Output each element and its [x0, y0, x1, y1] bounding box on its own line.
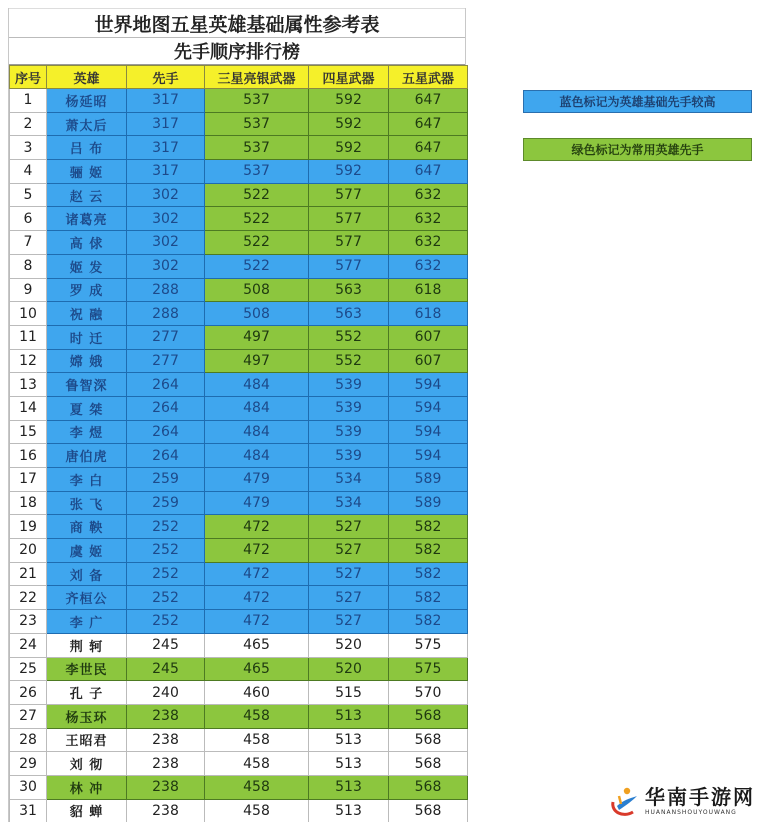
- weapon-5star-value: 618: [389, 302, 468, 326]
- weapon-4star-value: 539: [309, 420, 389, 444]
- weapon-5star-value: 632: [389, 231, 468, 255]
- weapon-3star-value: 458: [205, 704, 309, 728]
- weapon-3star-value: 472: [205, 610, 309, 634]
- hero-table: [9, 65, 468, 822]
- weapon-3star-value: 484: [205, 396, 309, 420]
- weapon-4star-value: 520: [309, 633, 389, 657]
- hero-name: 李世民: [47, 657, 127, 681]
- sheet-title: 世界地图五星英雄基础属性参考表: [9, 8, 465, 38]
- weapon-4star-value: 534: [309, 491, 389, 515]
- table-row: [10, 183, 468, 207]
- hero-name: 李 广: [47, 610, 127, 634]
- weapon-5star-value: 647: [389, 112, 468, 136]
- weapon-4star-value: 577: [309, 254, 389, 278]
- weapon-4star-value: 539: [309, 396, 389, 420]
- row-index: 7: [10, 231, 47, 255]
- table-row: [10, 254, 468, 278]
- row-index: 20: [10, 539, 47, 563]
- row-index: 16: [10, 444, 47, 468]
- weapon-3star-value: 458: [205, 728, 309, 752]
- weapon-4star-value: 577: [309, 207, 389, 231]
- weapon-5star-value: 575: [389, 657, 468, 681]
- weapon-3star-value: 537: [205, 136, 309, 160]
- weapon-3star-value: 522: [205, 183, 309, 207]
- hero-name: 萧太后: [47, 112, 127, 136]
- weapon-4star-value: 515: [309, 681, 389, 705]
- row-index: 27: [10, 704, 47, 728]
- sheet-subtitle: 先手顺序排行榜: [9, 38, 465, 65]
- row-index: 17: [10, 468, 47, 492]
- initiative-value: 259: [127, 491, 205, 515]
- weapon-3star-value: 484: [205, 373, 309, 397]
- table-row: [10, 752, 468, 776]
- initiative-value: 245: [127, 657, 205, 681]
- row-index: 6: [10, 207, 47, 231]
- hero-name: 李 白: [47, 468, 127, 492]
- hero-name: 张 飞: [47, 491, 127, 515]
- table-row: [10, 775, 468, 799]
- weapon-5star-value: 618: [389, 278, 468, 302]
- weapon-4star-value: 577: [309, 183, 389, 207]
- table-body: [10, 89, 468, 822]
- row-index: 4: [10, 160, 47, 184]
- row-index: 26: [10, 681, 47, 705]
- watermark: [607, 782, 757, 820]
- hero-name: 李 煜: [47, 420, 127, 444]
- weapon-5star-value: 582: [389, 586, 468, 610]
- weapon-3star-value: 497: [205, 325, 309, 349]
- weapon-3star-value: 522: [205, 231, 309, 255]
- table-row: [10, 207, 468, 231]
- hero-name: 杨延昭: [47, 89, 127, 113]
- legend-green: 绿色标记为常用英雄先手: [523, 138, 752, 161]
- table-row: [10, 468, 468, 492]
- initiative-value: 288: [127, 302, 205, 326]
- weapon-3star-value: 522: [205, 254, 309, 278]
- weapon-5star-value: 582: [389, 515, 468, 539]
- hero-name: 嫦 娥: [47, 349, 127, 373]
- weapon-4star-value: 592: [309, 89, 389, 113]
- weapon-4star-value: 513: [309, 752, 389, 776]
- row-index: 23: [10, 610, 47, 634]
- table-row: [10, 681, 468, 705]
- table-row: [10, 444, 468, 468]
- weapon-5star-value: 594: [389, 420, 468, 444]
- row-index: 24: [10, 633, 47, 657]
- hero-name: 貂 蝉: [47, 799, 127, 822]
- row-index: 13: [10, 373, 47, 397]
- hero-name: 高 俅: [47, 231, 127, 255]
- hero-name: 王昭君: [47, 728, 127, 752]
- initiative-value: 302: [127, 207, 205, 231]
- weapon-4star-value: 513: [309, 775, 389, 799]
- weapon-3star-value: 508: [205, 278, 309, 302]
- watermark-pinyin: HUANANSHOUYOUWANG: [645, 808, 737, 816]
- weapon-3star-value: 472: [205, 562, 309, 586]
- weapon-4star-value: 513: [309, 728, 389, 752]
- reference-sheet: [8, 8, 466, 822]
- table-row: [10, 302, 468, 326]
- table-row: [10, 657, 468, 681]
- runner-logo-icon: [607, 784, 641, 818]
- initiative-value: 238: [127, 775, 205, 799]
- weapon-3star-value: 479: [205, 491, 309, 515]
- weapon-5star-value: 582: [389, 539, 468, 563]
- initiative-value: 240: [127, 681, 205, 705]
- weapon-4star-value: 577: [309, 231, 389, 255]
- row-index: 21: [10, 562, 47, 586]
- weapon-4star-value: 527: [309, 539, 389, 563]
- weapon-5star-value: 589: [389, 468, 468, 492]
- initiative-value: 259: [127, 468, 205, 492]
- weapon-5star-value: 589: [389, 491, 468, 515]
- hero-name: 时 迁: [47, 325, 127, 349]
- table-row: [10, 539, 468, 563]
- initiative-value: 288: [127, 278, 205, 302]
- weapon-5star-value: 632: [389, 207, 468, 231]
- row-index: 3: [10, 136, 47, 160]
- table-row: [10, 231, 468, 255]
- weapon-4star-value: 539: [309, 373, 389, 397]
- table-row: [10, 325, 468, 349]
- row-index: 14: [10, 396, 47, 420]
- row-index: 30: [10, 775, 47, 799]
- weapon-5star-value: 568: [389, 752, 468, 776]
- weapon-5star-value: 568: [389, 775, 468, 799]
- initiative-value: 252: [127, 586, 205, 610]
- row-index: 25: [10, 657, 47, 681]
- weapon-4star-value: 527: [309, 610, 389, 634]
- initiative-value: 252: [127, 562, 205, 586]
- row-index: 12: [10, 349, 47, 373]
- weapon-5star-value: 594: [389, 444, 468, 468]
- weapon-5star-value: 647: [389, 160, 468, 184]
- hero-name: 刘 备: [47, 562, 127, 586]
- table-row: [10, 89, 468, 113]
- weapon-3star-value: 458: [205, 799, 309, 822]
- weapon-5star-value: 594: [389, 373, 468, 397]
- table-row: [10, 396, 468, 420]
- weapon-5star-value: 568: [389, 728, 468, 752]
- initiative-value: 277: [127, 325, 205, 349]
- initiative-value: 264: [127, 396, 205, 420]
- initiative-value: 252: [127, 610, 205, 634]
- hero-name: 诸葛亮: [47, 207, 127, 231]
- initiative-value: 317: [127, 112, 205, 136]
- column-header-5star-weapon: 五星武器: [389, 66, 468, 89]
- row-index: 29: [10, 752, 47, 776]
- row-index: 22: [10, 586, 47, 610]
- weapon-4star-value: 592: [309, 160, 389, 184]
- weapon-3star-value: 458: [205, 752, 309, 776]
- table-row: [10, 633, 468, 657]
- row-index: 18: [10, 491, 47, 515]
- weapon-3star-value: 537: [205, 160, 309, 184]
- row-index: 2: [10, 112, 47, 136]
- weapon-4star-value: 592: [309, 136, 389, 160]
- weapon-4star-value: 513: [309, 799, 389, 822]
- initiative-value: 317: [127, 136, 205, 160]
- initiative-value: 238: [127, 799, 205, 822]
- weapon-4star-value: 527: [309, 562, 389, 586]
- table-row: [10, 610, 468, 634]
- weapon-3star-value: 472: [205, 586, 309, 610]
- weapon-3star-value: 472: [205, 515, 309, 539]
- table-row: [10, 278, 468, 302]
- hero-name: 夏 桀: [47, 396, 127, 420]
- weapon-3star-value: 537: [205, 89, 309, 113]
- initiative-value: 252: [127, 515, 205, 539]
- weapon-4star-value: 534: [309, 468, 389, 492]
- hero-name: 吕 布: [47, 136, 127, 160]
- row-index: 1: [10, 89, 47, 113]
- table-row: [10, 491, 468, 515]
- hero-name: 刘 彻: [47, 752, 127, 776]
- initiative-value: 302: [127, 231, 205, 255]
- weapon-5star-value: 570: [389, 681, 468, 705]
- weapon-5star-value: 607: [389, 349, 468, 373]
- table-row: [10, 586, 468, 610]
- row-index: 19: [10, 515, 47, 539]
- initiative-value: 317: [127, 89, 205, 113]
- initiative-value: 302: [127, 183, 205, 207]
- weapon-5star-value: 647: [389, 89, 468, 113]
- hero-name: 赵 云: [47, 183, 127, 207]
- weapon-5star-value: 575: [389, 633, 468, 657]
- hero-name: 罗 成: [47, 278, 127, 302]
- weapon-5star-value: 632: [389, 183, 468, 207]
- column-header-4star-weapon: 四星武器: [309, 66, 389, 89]
- weapon-3star-value: 479: [205, 468, 309, 492]
- weapon-4star-value: 552: [309, 349, 389, 373]
- weapon-3star-value: 537: [205, 112, 309, 136]
- row-index: 15: [10, 420, 47, 444]
- weapon-5star-value: 568: [389, 704, 468, 728]
- row-index: 11: [10, 325, 47, 349]
- weapon-4star-value: 527: [309, 586, 389, 610]
- table-row: [10, 112, 468, 136]
- row-index: 28: [10, 728, 47, 752]
- watermark-name: 华南手游网: [645, 784, 755, 809]
- table-row: [10, 728, 468, 752]
- initiative-value: 302: [127, 254, 205, 278]
- weapon-5star-value: 582: [389, 610, 468, 634]
- weapon-3star-value: 460: [205, 681, 309, 705]
- row-index: 5: [10, 183, 47, 207]
- hero-name: 虞 姬: [47, 539, 127, 563]
- weapon-3star-value: 458: [205, 775, 309, 799]
- weapon-4star-value: 513: [309, 704, 389, 728]
- hero-name: 荆 轲: [47, 633, 127, 657]
- weapon-3star-value: 497: [205, 349, 309, 373]
- weapon-3star-value: 465: [205, 633, 309, 657]
- table-row: [10, 515, 468, 539]
- legend-blue: 蓝色标记为英雄基础先手较高: [523, 90, 752, 113]
- initiative-value: 277: [127, 349, 205, 373]
- table-row: [10, 420, 468, 444]
- initiative-value: 252: [127, 539, 205, 563]
- initiative-value: 264: [127, 444, 205, 468]
- column-header-index: 序号: [10, 66, 47, 89]
- column-header-hero: 英雄: [47, 66, 127, 89]
- initiative-value: 264: [127, 373, 205, 397]
- column-header-3star-weapon: 三星亮银武器: [205, 66, 309, 89]
- hero-name: 鲁智深: [47, 373, 127, 397]
- weapon-5star-value: 607: [389, 325, 468, 349]
- weapon-3star-value: 472: [205, 539, 309, 563]
- initiative-value: 264: [127, 420, 205, 444]
- initiative-value: 238: [127, 752, 205, 776]
- weapon-4star-value: 539: [309, 444, 389, 468]
- weapon-4star-value: 552: [309, 325, 389, 349]
- hero-name: 齐桓公: [47, 586, 127, 610]
- table-row: [10, 799, 468, 822]
- hero-name: 林 冲: [47, 775, 127, 799]
- hero-name: 杨玉环: [47, 704, 127, 728]
- weapon-4star-value: 520: [309, 657, 389, 681]
- initiative-value: 245: [127, 633, 205, 657]
- row-index: 31: [10, 799, 47, 822]
- weapon-4star-value: 563: [309, 302, 389, 326]
- table-row: [10, 160, 468, 184]
- weapon-3star-value: 522: [205, 207, 309, 231]
- initiative-value: 238: [127, 704, 205, 728]
- weapon-5star-value: 594: [389, 396, 468, 420]
- weapon-5star-value: 582: [389, 562, 468, 586]
- weapon-4star-value: 592: [309, 112, 389, 136]
- row-index: 9: [10, 278, 47, 302]
- column-header-initiative: 先手: [127, 66, 205, 89]
- hero-name: 姬 发: [47, 254, 127, 278]
- weapon-4star-value: 527: [309, 515, 389, 539]
- hero-name: 骊 姬: [47, 160, 127, 184]
- weapon-3star-value: 484: [205, 444, 309, 468]
- weapon-3star-value: 465: [205, 657, 309, 681]
- row-index: 8: [10, 254, 47, 278]
- weapon-4star-value: 563: [309, 278, 389, 302]
- weapon-5star-value: 568: [389, 799, 468, 822]
- table-row: [10, 136, 468, 160]
- hero-name: 商 鞅: [47, 515, 127, 539]
- hero-name: 唐伯虎: [47, 444, 127, 468]
- table-row: [10, 704, 468, 728]
- table-row: [10, 349, 468, 373]
- weapon-3star-value: 484: [205, 420, 309, 444]
- initiative-value: 317: [127, 160, 205, 184]
- table-row: [10, 562, 468, 586]
- weapon-5star-value: 632: [389, 254, 468, 278]
- hero-name: 孔 子: [47, 681, 127, 705]
- weapon-5star-value: 647: [389, 136, 468, 160]
- weapon-3star-value: 508: [205, 302, 309, 326]
- initiative-value: 238: [127, 728, 205, 752]
- table-row: [10, 373, 468, 397]
- row-index: 10: [10, 302, 47, 326]
- table-header-row: [10, 66, 468, 89]
- hero-name: 祝 融: [47, 302, 127, 326]
